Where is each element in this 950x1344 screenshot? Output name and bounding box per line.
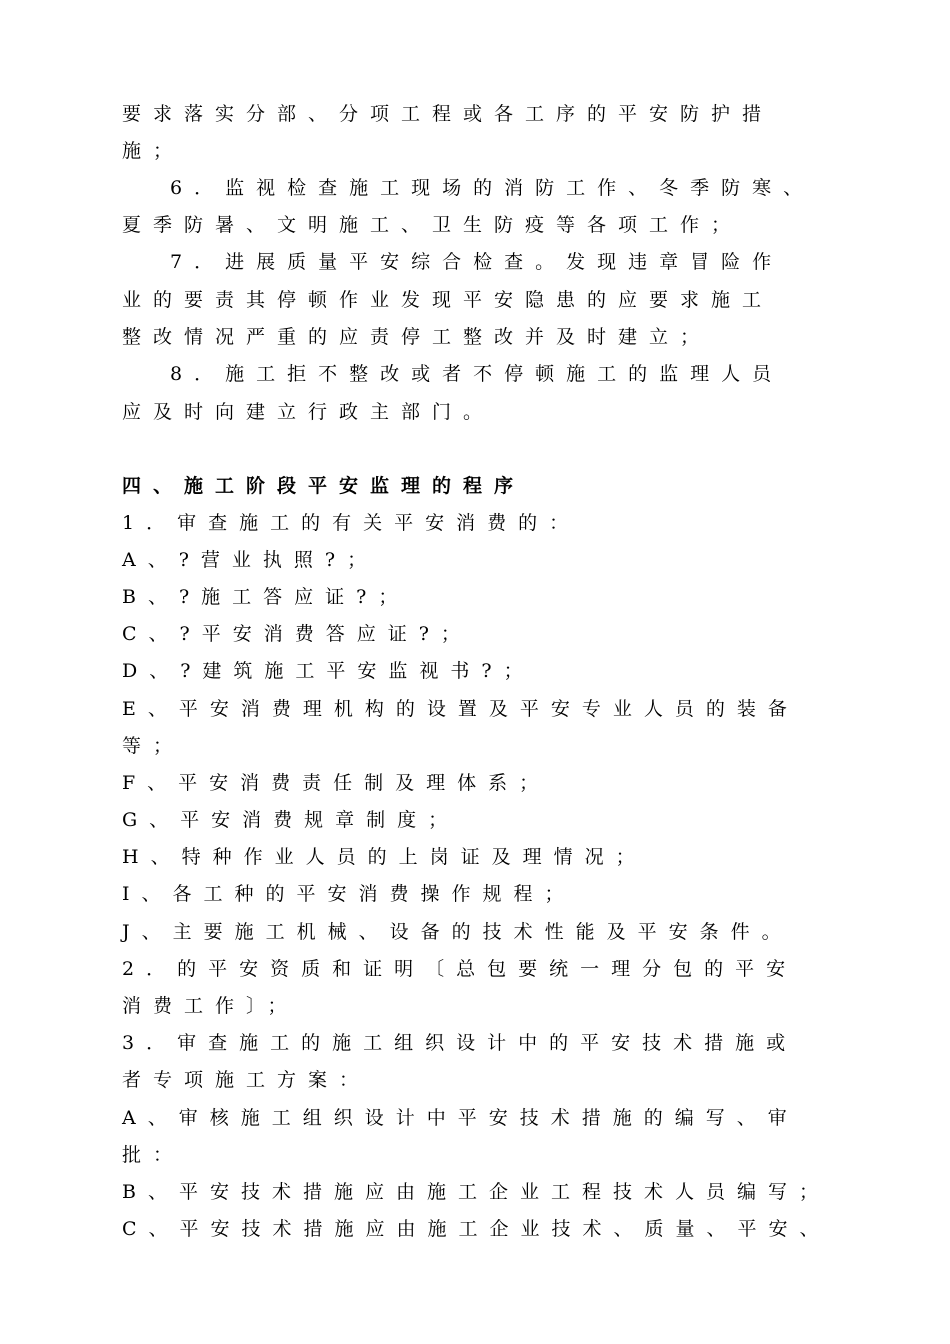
list-item: I、各工种的平安消费操作规程； <box>122 883 576 905</box>
text-line: 应及时向建立行政主部门。 <box>122 401 495 423</box>
text-line: 者专项施工方案： <box>122 1069 371 1091</box>
list-item: D、?建筑施工平安监视书?； <box>122 660 535 682</box>
list-item: B、?施工答应证?； <box>122 586 410 608</box>
text-line: 业的要责其停顿作业发现平安隐患的应要求施工 <box>122 289 774 311</box>
list-item: B、平安技术措施应由施工企业工程技术人员编写； <box>122 1181 830 1203</box>
list-item: H、特种作业人员的上岗证及理情况； <box>122 846 647 868</box>
section-heading: 四、施工阶段平安监理的程序 <box>122 475 526 497</box>
text-line: 1．审查施工的有关平安消费的： <box>122 512 581 534</box>
list-item: C、?平安消费答应证?； <box>122 623 472 645</box>
list-item: A、?营业执照?； <box>122 549 379 571</box>
text-line: 8．施工拒不整改或者不停顿施工的监理人员 <box>170 363 784 385</box>
text-line: 批： <box>122 1144 185 1166</box>
text-line: 整改情况严重的应责停工整改并及时建立； <box>122 326 712 348</box>
text-line: 要求落实分部、分项工程或各工序的平安防护措 <box>122 103 774 125</box>
text-line: 夏季防暑、文明施工、卫生防疫等各项工作； <box>122 214 743 236</box>
text-line: 施； <box>122 140 185 162</box>
text-line: 等； <box>122 735 185 757</box>
list-item: E、平安消费理机构的设置及平安专业人员的装备 <box>122 698 799 720</box>
list-item: A、审核施工组织设计中平安技术措施的编写、审 <box>122 1107 799 1129</box>
list-item: F、平安消费责任制及理体系； <box>122 772 551 794</box>
list-item: G、平安消费规章制度； <box>122 809 460 831</box>
text-line: 7．进展质量平安综合检查。发现违章冒险作 <box>170 251 784 273</box>
text-line: 消费工作〕； <box>122 995 299 1017</box>
list-item: C、平安技术措施应由施工企业技术、质量、平安、 <box>122 1218 831 1240</box>
list-item: J、主要施工机械、设备的技术性能及平安条件。 <box>122 921 793 943</box>
text-line: 2．的平安资质和证明〔总包要统一理分包的平安 <box>122 958 798 980</box>
text-line: 6．监视检查施工现场的消防工作、冬季防寒、 <box>170 177 815 199</box>
text-line: 3．审查施工的施工组织设计中的平安技术措施或 <box>122 1032 798 1054</box>
